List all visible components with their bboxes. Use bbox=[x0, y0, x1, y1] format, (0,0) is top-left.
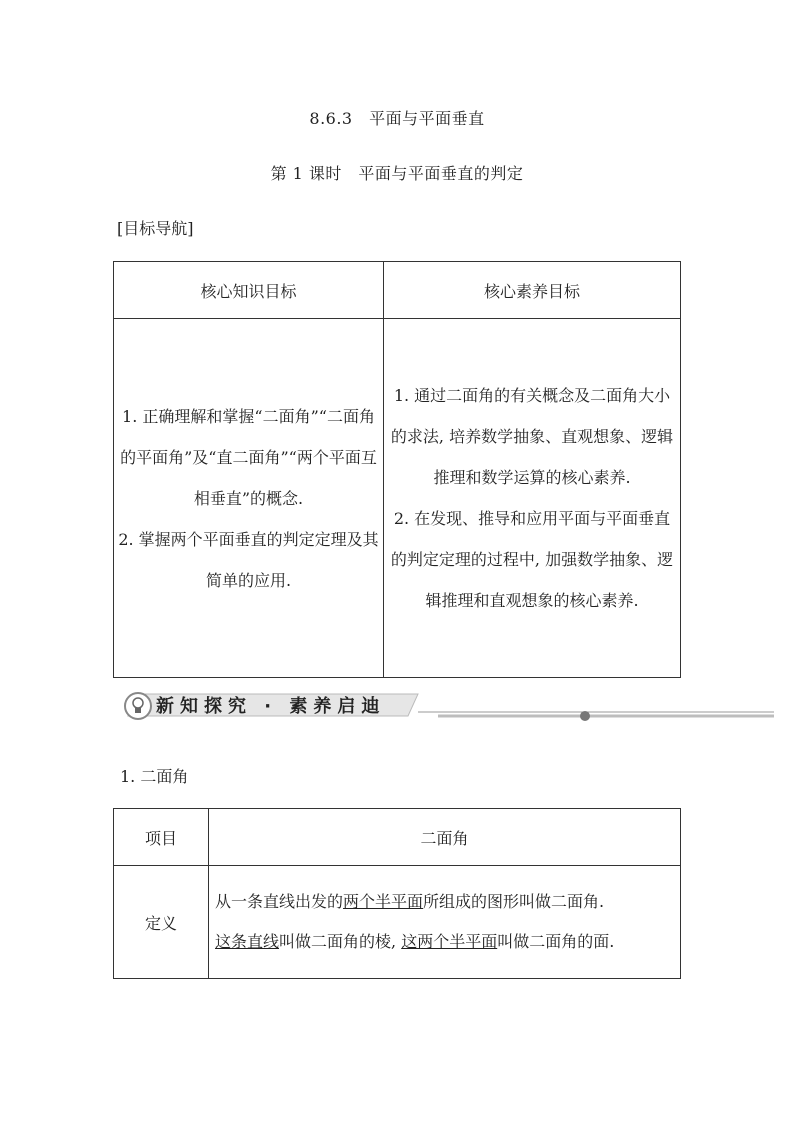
nav-label: [目标导航] bbox=[117, 219, 194, 238]
text-segment: 所组成的图形叫做二面角. bbox=[423, 892, 605, 911]
lesson-title: 第 1 课时 平面与平面垂直的判定 bbox=[270, 164, 524, 183]
dihedral-table bbox=[113, 808, 681, 979]
definition-row bbox=[114, 866, 681, 979]
item-header: 项目 bbox=[114, 809, 209, 866]
definition-cell bbox=[209, 866, 681, 979]
knowledge-item: 1. 正确理解和掌握“二面角”“二面角的平面角”及“直二面角”“两个平面互相垂直”的概念. bbox=[120, 406, 377, 508]
underlined-term: 这两个半平面 bbox=[401, 932, 498, 951]
literacy-item: 1. 通过二面角的有关概念及二面角大小的求法, 培养数学抽象、直观想象、逻辑推理和数学运算的核心素养. bbox=[390, 386, 674, 487]
knowledge-cell bbox=[114, 319, 384, 678]
text-segment: 叫做二面角的面. bbox=[497, 932, 615, 951]
section-title: 8.6.3 平面与平面垂直 bbox=[309, 109, 485, 128]
banner-text: 新知探究 · 素养启迪 bbox=[156, 696, 386, 717]
goals-table bbox=[113, 261, 681, 678]
definition-line bbox=[215, 882, 674, 922]
section-heading: 1. 二面角 bbox=[120, 767, 189, 786]
text-segment: 从一条直线出发的 bbox=[215, 892, 344, 911]
dihedral-header: 二面角 bbox=[209, 809, 681, 866]
dihedral-header-row bbox=[114, 809, 681, 866]
literacy-cell bbox=[384, 319, 681, 678]
goals-header-row bbox=[114, 262, 681, 319]
underlined-term: 这条直线 bbox=[215, 932, 280, 951]
section-banner bbox=[118, 688, 774, 724]
literacy-header: 核心素养目标 bbox=[384, 262, 681, 319]
goals-content-row bbox=[114, 319, 681, 678]
text-segment: 叫做二面角的棱, bbox=[279, 932, 402, 951]
definition-line bbox=[215, 922, 674, 962]
definition-label: 定义 bbox=[114, 866, 209, 979]
knowledge-header: 核心知识目标 bbox=[114, 262, 384, 319]
lightbulb-icon bbox=[125, 693, 151, 719]
literacy-item: 2. 在发现、推导和应用平面与平面垂直的判定定理的过程中, 加强数学抽象、逻辑推理和直观想象的核心素养. bbox=[390, 509, 674, 610]
knowledge-item: 2. 掌握两个平面垂直的判定定理及其简单的应用. bbox=[118, 529, 379, 590]
underlined-term: 两个半平面 bbox=[343, 892, 424, 911]
banner-dot-icon bbox=[580, 711, 590, 721]
